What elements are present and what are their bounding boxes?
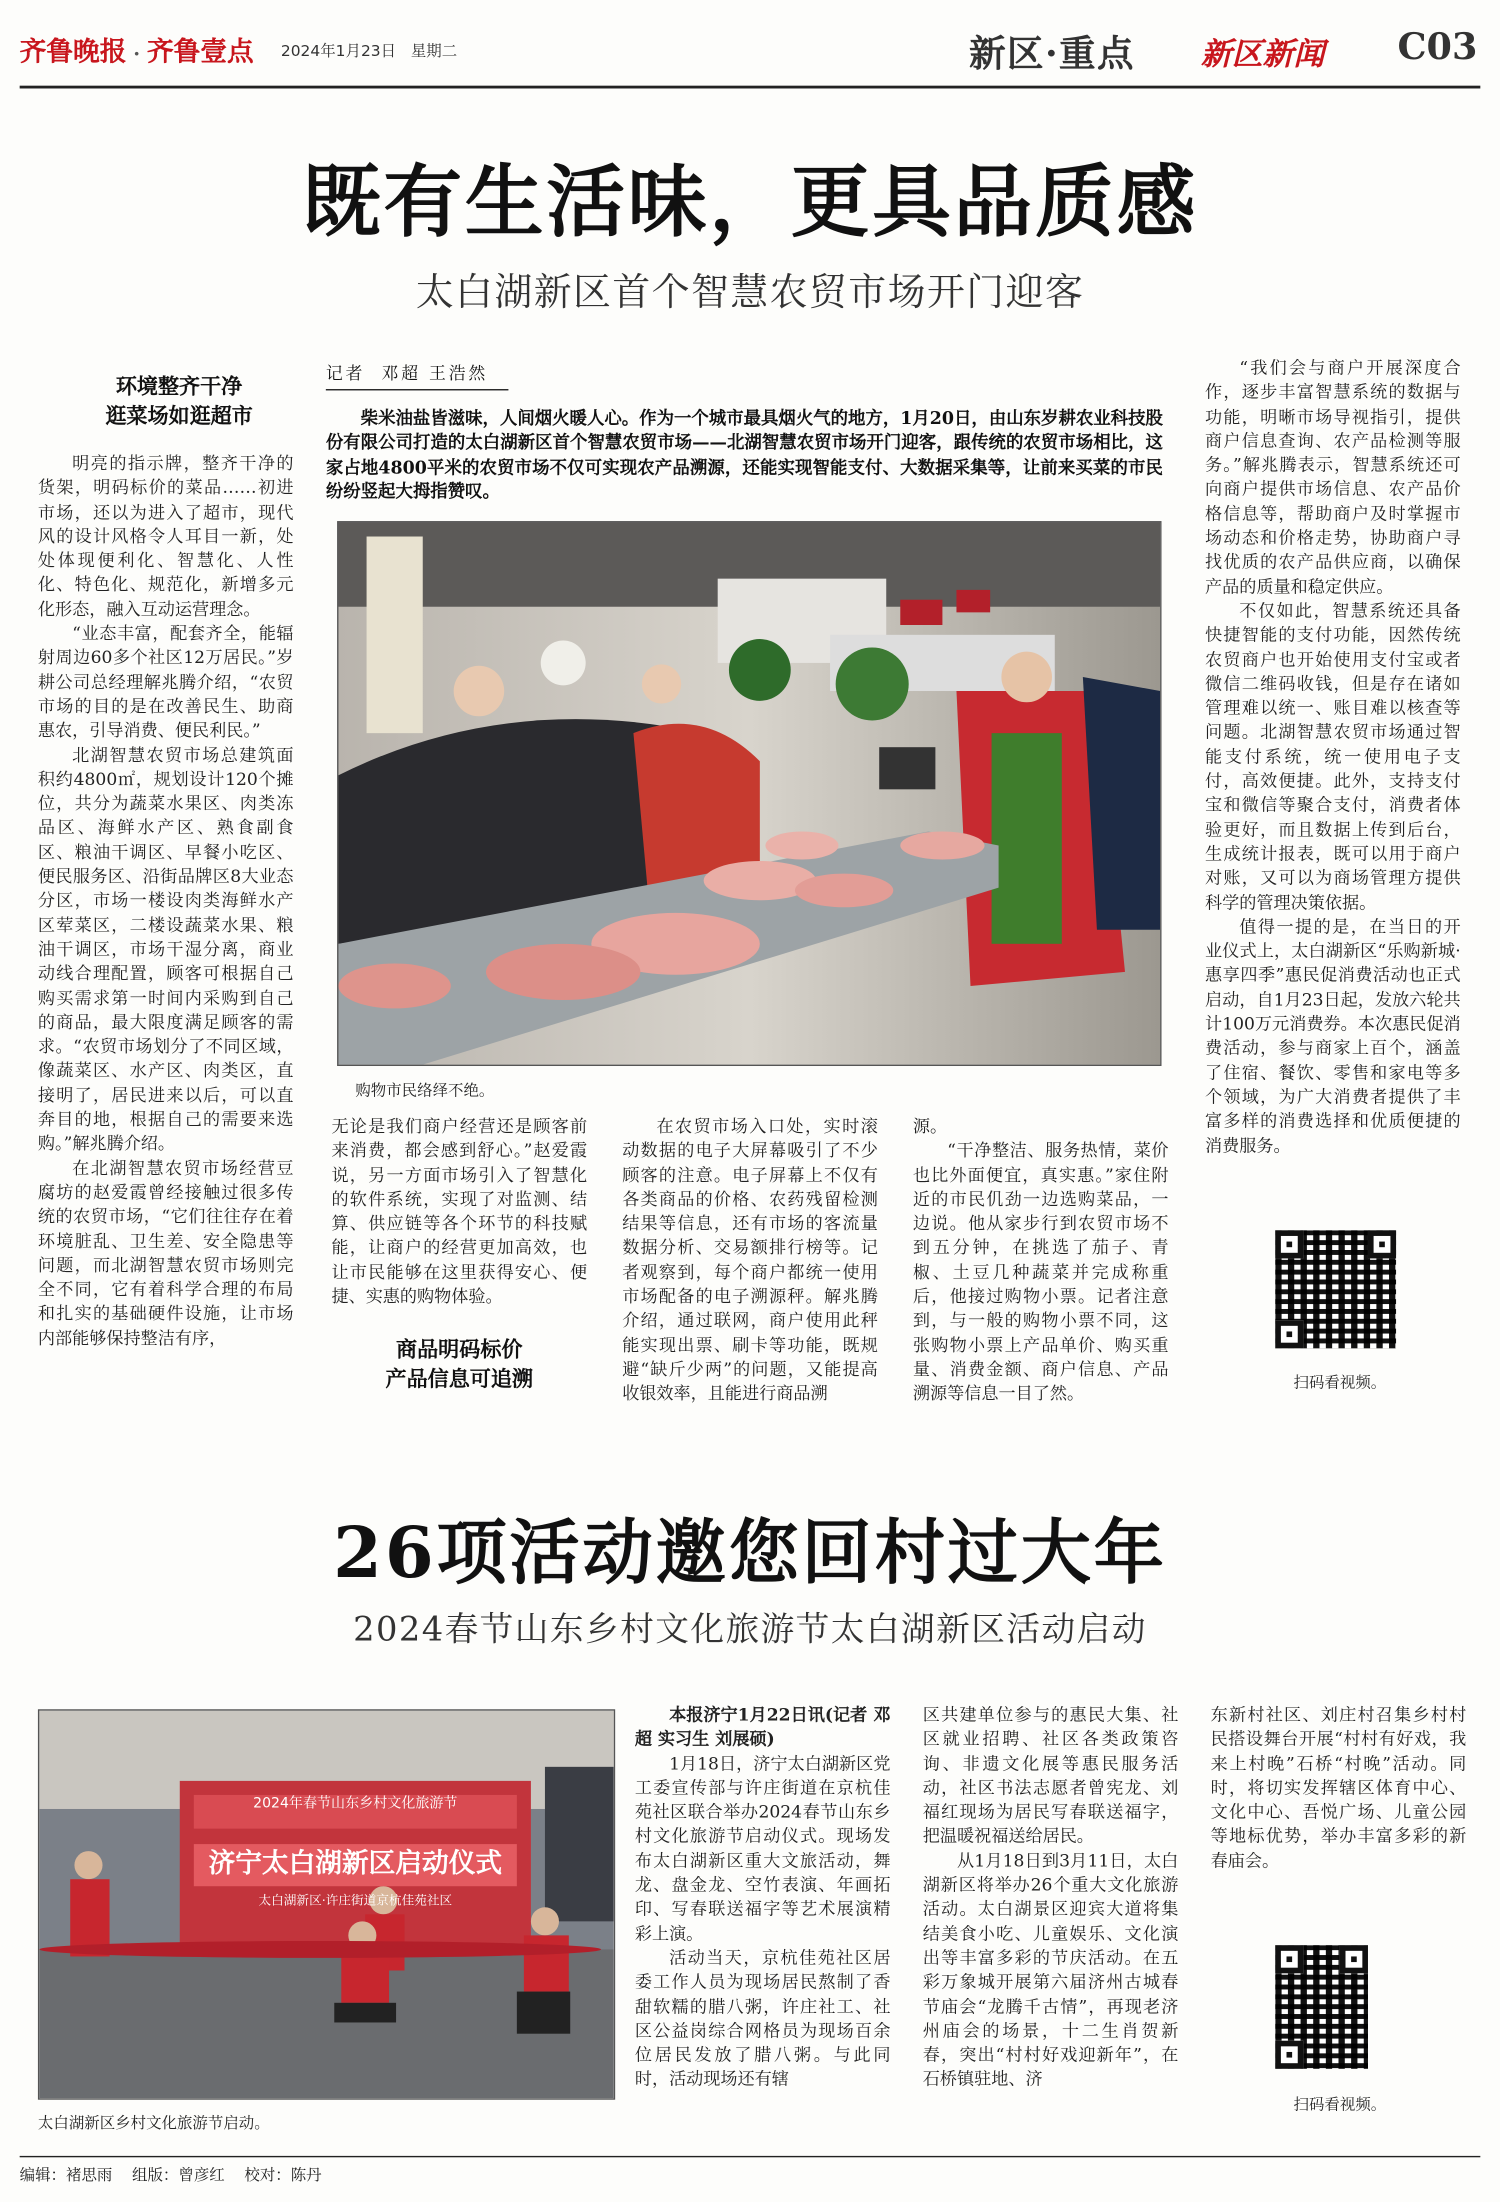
paragraph: 东新村社区、刘庄村召集乡村村民搭设舞台开展“村村有好戏，我来上村晚”石桥“村晚”活动。同时，将切实发挥辖区体育中心、文化中心、吾悦广场、儿童公园等地标优势，举办丰富多彩的新春庙会。	[1210, 1705, 1467, 1871]
paragraph: 活动当天，京杭佳苑社区居委工作人员为现场居民熬制了香甜软糯的腊八粥，许庄社工、社区公益岗综合网格员为现场百余位居民发放了腊八粥。与此同时，活动现场还有辖	[634, 1947, 891, 2090]
article1-column-3	[622, 1115, 878, 1407]
article1-column-2	[331, 1115, 587, 1309]
article1-left-column	[38, 452, 294, 1421]
article1-headline: 既有生活味，更具品质感	[301, 155, 1199, 249]
page-number: C03	[1397, 26, 1478, 69]
market-photo-caption: 购物市民络绎不绝。	[355, 1081, 495, 1100]
qr-caption: 扫码看视频。	[1293, 2095, 1387, 2114]
article1-lead: 柴米油盐皆滋味，人间烟火暖人心。作为一个城市最具烟火气的地方，1月20日，由山东岁耕农业科技股份有限公司打造的太白湖新区首个智慧农贸市场——北湖智慧农贸市场开门迎客，跟传统的农贸市场相比，这家占地4800平米的农贸市场不仅可实现农产品溯源，还能实现智能支付、大数据采集等，让前来买菜的市民纷纷竖起大拇指赞叹。	[325, 407, 1163, 502]
article2-column-2	[923, 1704, 1179, 2093]
market-photo-illustration	[338, 522, 1160, 1064]
qr-caption: 扫码看视频。	[1293, 1373, 1387, 1392]
paragraph: 不仅如此，智慧系统还具备快捷智能的支付功能，因然传统农贸商户也开始使用支付宝或者微信二维码收钱，但是存在诸如管理难以统一、账目难以核查等问题。北湖智慧农贸市场通过智能支付系统，统一使用电子支付，高效便捷。此外，支持支付宝和微信等聚合支付，消费者体验更好，而且数据上传到后台，生成统计报表，既可以用于商户对账，又可以为商场管理方提供科学的管理决策依据。	[1205, 601, 1461, 913]
article1-subheadline: 太白湖新区首个智慧农贸市场开门迎客	[415, 271, 1085, 315]
paragraph: 区共建单位参与的惠民大集、社区就业招聘、社区各类政策咨询、非遗文化展等惠民服务活动，社区书法志愿者曾宪龙、刘福红现场为居民写春联送福字，把温暖祝福送给居民。	[922, 1705, 1179, 1847]
article2-headline: 26项活动邀您回村过大年	[333, 1511, 1167, 1595]
paragraph: 在北湖智慧农贸市场经营豆腐坊的赵爱霞曾经接触过很多传统的农贸市场，“它们往往存在着环境脏乱、卫生差、安全隐患等问题，而北湖智慧农贸市场则完全不同，它有着科学合理的布局和扎实的基础硬件设施，让市场内部能够保持整洁有序，	[37, 1158, 294, 1348]
paragraph: 源。	[912, 1116, 948, 1137]
paragraph: 从1月18日到3月11日，太白湖新区将举办26个重大文化旅游活动。太白湖景区迎宾大道将集结美食小吃、儿童娱乐、文化演出等丰富多彩的节庆活动。在五彩万象城开展第六届济州古城春节庙会“龙腾千古情”，再现老济州庙会的场景，十二生肖贺新春，突出“村村好戏迎新年”，在石桥镇驻地、济	[922, 1850, 1179, 2090]
paper-logo: 齐鲁晚报 · 齐鲁壹点	[19, 36, 254, 68]
event-photo-caption: 太白湖新区乡村文化旅游节启动。	[37, 2113, 270, 2133]
footer-credits: 编辑：褚思雨 组版：曾彦红 校对：陈丹	[19, 2165, 322, 2184]
masthead-rule	[20, 86, 1481, 89]
article2-column-3	[1211, 1704, 1467, 1874]
paragraph: “业态丰富，配套齐全，能辐射周边60多个社区12万居民。”岁耕公司总经理解兆腾介绍，“农贸市场的目的是在改善民生、助商惠农，引导消费、便民利民。”	[37, 623, 294, 741]
article1-column-4	[913, 1115, 1169, 1407]
banner-main-text: 济宁太白湖新区启动仪式	[208, 1848, 503, 1880]
banner-sub-text: 太白湖新区·许庄街道京杭佳苑社区	[258, 1894, 453, 1909]
byline-rule	[326, 389, 509, 390]
section-title: 新区·重点	[969, 33, 1135, 76]
article1-right-column	[1205, 357, 1461, 1159]
paragraph: 无论是我们商户经营还是顾客前来消费，都会感到舒心。”赵爱霞说，另一方面市场引入了智慧化的软件系统，实现了对监测、结算、供应链等各个环节的科技赋能，让商户的经营更加高效，也让市民能够在这里获得安心、便捷、实惠的购物体验。	[331, 1116, 588, 1307]
paragraph: “我们会与商户开展深度合作，逐步丰富智慧系统的数据与功能，明晰市场导视指引，提供商户信息查询、农产品检测等服务。”解兆腾表示，智慧系统还可向商户提供市场信息、农产品价格信息等，帮助商户及时掌握市场动态和价格走势，协助商户寻找优质的农产品供应商，以确保产品的质量和稳定供应。	[1205, 358, 1461, 597]
event-photo	[38, 1709, 615, 2099]
qr-code-icon[interactable]	[1275, 1230, 1396, 1348]
paragraph: 1月18日，济宁太白湖新区党工委宣传部与许庄街道在京杭佳苑社区联合举办2024春节山东乡村文化旅游节启动仪式。现场发布太白湖新区重大文旅活动，舞龙、盘金龙、空竹表演、年画拓印、写春联送福字等艺术展演精彩上演。	[634, 1753, 891, 1944]
paragraph: 值得一提的是，在当日的开业仪式上，太白湖新区“乐购新城·惠享四季”惠民促消费活动也正式启动，自1月23日起，发放六轮共计100万元消费券。本次惠民促消费活动，参与商家上百个，涵盖了住宿、餐饮、零售和家电等多个领域，为广大消费者提供了丰富多样的消费选择和优质便捷的消费服务。	[1205, 916, 1461, 1156]
article2-subheadline: 2024春节山东乡村文化旅游节太白湖新区活动启动	[353, 1609, 1147, 1649]
paragraph: 在农贸市场入口处，实时滚动数据的电子大屏幕吸引了不少顾客的注意。电子屏幕上不仅有各类商品的价格、农药残留检测结果等信息，还有市场的客流量数据分析、交易额排行榜等。记者观察到，每个商户都统一使用市场配备的电子溯源秤。解兆腾介绍，通过联网，商户使用此秤能实现出票、刷卡等功能，既规避“缺斤少两”的问题，又能提高收银效率，且能进行商品溯	[622, 1116, 878, 1404]
paragraph: “干净整洁、服务热情，菜价也比外面便宜，真实惠。”家住附近的市民仉劲一边选购菜品，一边说。他从家步行到农贸市场不到五分钟，在挑选了茄子、青椒、土豆几种蔬菜并完成称重后，他接过购物小票。记者注意到，与一般的购物小票不同，这张购物小票上产品单价、购买重量、消费金额、商户信息、产品溯源等信息一目了然。	[912, 1140, 1169, 1404]
col2-subhead: 商品明码标价 产品信息可追溯	[385, 1337, 534, 1392]
paragraph: 北湖智慧农贸市场总建筑面积约4800㎡，规划设计120个摊位，共分为蔬菜水果区、肉类冻品区、海鲜水产区、熟食副食区、粮油干调区、早餐小吃区、便民服务区、沿街品牌区8大业态分区，市场一楼设肉类海鲜水产区荤菜区，二楼设蔬菜水果、粮油干调区，市场干湿分离，商业动线合理配置，顾客可根据自己购买需求第一时间内采购到自己的商品，最大限度满足顾客的需求。“农贸市场划分了不同区域，像蔬菜区、水产区、肉类区，直接明了，居民进来以后，可以直奔目的地，根据自己的需要来选购。”解兆腾介绍。	[37, 745, 294, 1154]
dateline: 本报济宁1月22日讯(记者 邓超 实习生 刘展硕)	[634, 1705, 891, 1750]
article2-column-1	[635, 1704, 891, 2093]
issue-date: 2024年1月23日 星期二	[280, 42, 458, 61]
footer-rule	[20, 2156, 1481, 2157]
market-photo	[337, 521, 1161, 1066]
banner-top-text: 2024年春节山东乡村文化旅游节	[253, 1796, 458, 1812]
paragraph: 明亮的指示牌，整齐干净的货架，明码标价的菜品……初进市场，还以为进入了超市，现代风的设计风格令人耳目一新，处处体现便利化、智慧化、人性化、特色化、规范化，新增多元化形态，融入互动运营理念。	[37, 453, 294, 620]
qr-code-icon[interactable]	[1275, 1945, 1368, 2069]
article1-byline: 记者 邓超 王浩然	[325, 363, 489, 384]
section-brand-logo: 新区新闻	[1200, 36, 1325, 74]
left-subhead: 环境整齐干净 逛菜场如逛超市	[105, 373, 253, 429]
